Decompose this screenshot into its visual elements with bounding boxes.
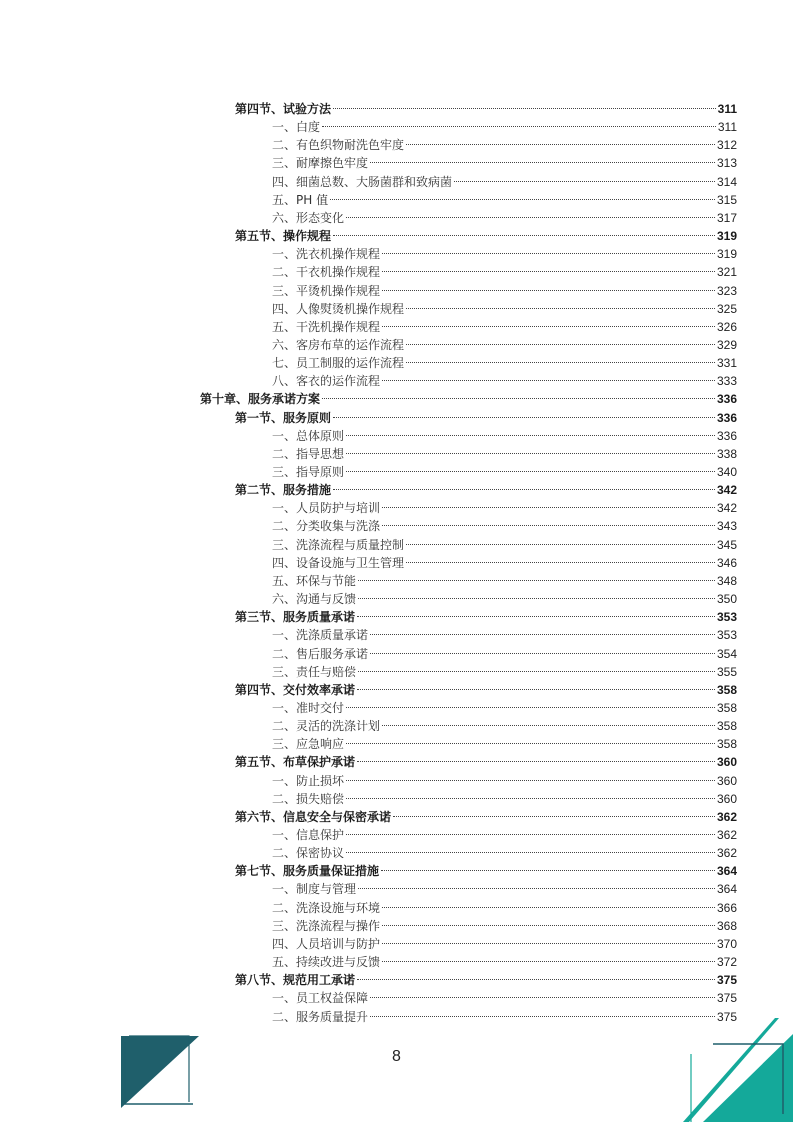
dot-leader [357, 966, 715, 984]
toc-item-row[interactable] [272, 767, 737, 788]
toc-page-number: 358 [716, 682, 737, 697]
decorative-corner-left [117, 1032, 199, 1108]
dot-leader [358, 658, 715, 676]
toc-item-row[interactable] [272, 694, 737, 715]
toc-entry-title: 三、洗涤流程与操作 [272, 918, 381, 933]
toc-item-row[interactable] [272, 585, 737, 607]
toc-page-number: 372 [716, 955, 737, 970]
dot-leader [370, 984, 715, 1002]
toc-entry-title: 三、应急响应 [272, 737, 345, 752]
toc-item-row[interactable] [272, 658, 737, 679]
toc-entry-title: 二、洗涤设施与环境 [272, 900, 381, 915]
toc-page-number: 358 [716, 700, 737, 715]
toc-entry-title: 一、洗涤质量承诺 [272, 628, 369, 643]
dot-leader [346, 730, 715, 748]
toc-page-number: 333 [716, 374, 737, 389]
toc-section-row[interactable] [235, 676, 737, 697]
toc-page-number: 311 [717, 120, 737, 135]
dot-leader [357, 676, 715, 694]
toc-page-number: 360 [716, 773, 737, 788]
toc-section-row[interactable] [235, 222, 737, 244]
toc-item-row[interactable] [272, 785, 737, 806]
toc-entry-title: 四、细菌总数、大肠菌群和致病菌 [272, 174, 453, 189]
decorative-corner-right [683, 1014, 793, 1122]
toc-entry-title: 一、人员防护与培训 [272, 501, 381, 516]
toc-page-number: 368 [716, 918, 737, 933]
toc-page-number: 325 [716, 301, 737, 316]
dot-leader [357, 603, 715, 621]
toc-page-number: 375 [716, 991, 737, 1006]
toc-page-number: 321 [716, 265, 737, 280]
toc-page-number: 358 [716, 719, 737, 734]
dot-leader [382, 894, 715, 912]
dot-leader [346, 821, 715, 839]
toc-entry-title: 二、损失赔偿 [272, 791, 345, 806]
toc-item-row[interactable] [272, 258, 737, 280]
toc-entry-title: 三、洗涤流程与质量控制 [272, 537, 405, 552]
toc-page-number: 319 [716, 229, 737, 244]
dot-leader [357, 748, 715, 766]
dot-leader [346, 458, 715, 476]
toc-page-number: 326 [716, 319, 737, 334]
toc-item-row[interactable] [272, 186, 737, 207]
dot-leader [406, 131, 715, 149]
toc-page-number: 314 [716, 174, 737, 189]
toc-page-number: 343 [716, 519, 737, 534]
dot-leader [346, 767, 715, 785]
toc-entry-title: 第六节、信息安全与保密承诺 [235, 809, 392, 824]
toc-entry-title: 二、售后服务承诺 [272, 646, 369, 661]
dot-leader [382, 494, 715, 512]
toc-section-row[interactable] [235, 748, 737, 770]
dot-leader [382, 258, 715, 276]
dot-leader [358, 567, 715, 585]
toc-entry-title: 一、准时交付 [272, 700, 345, 715]
toc-entry-title: 第二节、服务措施 [235, 483, 332, 498]
toc-item-row[interactable] [272, 204, 737, 225]
dot-leader [382, 277, 715, 295]
dot-leader [330, 186, 715, 204]
toc-entry-title: 五、干洗机操作规程 [272, 319, 381, 334]
toc-page-number: 331 [716, 356, 737, 371]
toc-item-row[interactable] [272, 440, 737, 461]
dot-leader [406, 549, 715, 567]
toc-page-number: 353 [716, 628, 737, 643]
dot-leader [358, 585, 715, 603]
dot-leader [333, 404, 715, 422]
toc-section-row[interactable] [235, 966, 737, 988]
toc-item-row[interactable] [272, 821, 737, 842]
toc-page-number: 364 [716, 864, 737, 879]
toc-item-row[interactable] [272, 839, 737, 861]
toc-page-number: 340 [716, 465, 737, 479]
dot-leader [346, 204, 715, 222]
dot-leader [382, 712, 715, 730]
toc-page-number: 336 [716, 428, 737, 443]
toc-entry-title: 第五节、操作规程 [235, 229, 332, 244]
toc-page-number: 354 [716, 646, 737, 661]
toc-page-number: 338 [716, 446, 737, 461]
dot-leader [382, 512, 715, 530]
toc-item-row[interactable] [272, 331, 737, 352]
dot-leader [382, 912, 715, 930]
toc-item-row[interactable] [272, 149, 737, 171]
toc-item-row[interactable] [272, 875, 737, 897]
toc-entry-title: 二、干衣机操作规程 [272, 265, 381, 280]
dot-leader [322, 385, 715, 403]
toc-item-row[interactable] [272, 422, 737, 443]
dot-leader [370, 149, 715, 167]
toc-entry-title: 三、平烫机操作规程 [272, 283, 381, 298]
toc-page-number: 319 [716, 247, 737, 262]
dot-leader [382, 240, 715, 258]
toc-page-number: 323 [716, 283, 737, 298]
toc-page-number: 360 [716, 755, 737, 770]
toc-item-row[interactable] [272, 295, 737, 316]
toc-entry-title: 四、人像熨烫机操作规程 [272, 301, 405, 316]
dot-leader [406, 531, 715, 549]
toc-page-number: 336 [716, 392, 737, 407]
toc-item-row[interactable] [272, 277, 737, 298]
dot-leader [382, 930, 715, 948]
dot-leader [406, 295, 715, 313]
dot-leader [346, 785, 715, 803]
toc-item-row[interactable] [272, 494, 737, 516]
dot-leader [406, 349, 715, 367]
toc-entry-title: 一、白度 [272, 120, 321, 135]
dot-leader [322, 113, 716, 131]
toc-entry-title: 二、指导思想 [272, 446, 345, 461]
toc-page-number: 362 [716, 828, 737, 842]
toc-page-number: 360 [716, 791, 737, 806]
toc-page-number: 348 [716, 573, 737, 588]
toc-item-row[interactable] [272, 168, 737, 189]
toc-item-row[interactable] [272, 567, 737, 588]
toc-page-number: 342 [716, 483, 737, 498]
toc-item-row[interactable] [272, 984, 737, 1006]
toc-chapter-row[interactable] [200, 385, 737, 407]
toc-entry-title: 三、指导原则 [272, 465, 345, 479]
toc-item-row[interactable] [272, 240, 737, 262]
toc-section-row[interactable] [235, 803, 737, 824]
dot-leader [454, 168, 715, 186]
toc-page-number: 375 [716, 1009, 737, 1024]
toc-item-row[interactable] [272, 930, 737, 951]
toc-entry-title: 五、PH 值 [272, 192, 329, 207]
toc-entry-title: 四、人员培训与防护 [272, 936, 381, 951]
toc-entry-title: 三、耐摩擦色牢度 [272, 156, 369, 171]
toc-item-row[interactable] [272, 948, 737, 970]
toc-entry-title: 一、洗衣机操作规程 [272, 247, 381, 262]
toc-entry-title: 第一节、服务原则 [235, 410, 332, 425]
toc-item-row[interactable] [272, 349, 737, 371]
toc-section-row[interactable] [235, 404, 737, 425]
toc-item-row[interactable] [272, 1003, 737, 1024]
toc-item-row[interactable] [272, 512, 737, 534]
toc-entry-title: 二、服务质量提升 [272, 1009, 369, 1024]
toc-entry-title: 八、客衣的运作流程 [272, 374, 381, 389]
toc-item-row[interactable] [272, 367, 737, 389]
toc-page-number: 311 [717, 102, 737, 116]
toc-entry-title: 第八节、规范用工承诺 [235, 973, 356, 988]
toc-section-row[interactable] [235, 603, 737, 625]
toc-entry-title: 六、形态变化 [272, 210, 345, 225]
toc-page-number: 329 [716, 337, 737, 352]
toc-item-row[interactable] [272, 131, 737, 153]
toc-entry-title: 三、责任与赔偿 [272, 664, 357, 679]
toc-item-row[interactable] [272, 712, 737, 734]
dot-leader [370, 640, 715, 658]
toc-page-number: 364 [716, 882, 737, 897]
toc-item-row[interactable] [272, 549, 737, 570]
toc-entry-title: 一、制度与管理 [272, 882, 357, 897]
toc-item-row[interactable] [272, 640, 737, 661]
dot-leader [382, 313, 715, 331]
toc-page-number: 342 [716, 501, 737, 516]
toc-section-row[interactable] [235, 95, 737, 116]
toc-entry-title: 五、持续改进与反馈 [272, 955, 381, 970]
toc-page-number: 355 [716, 664, 737, 679]
toc-item-row[interactable] [272, 531, 737, 552]
dot-leader [333, 222, 715, 240]
toc-page-number: 366 [716, 900, 737, 915]
dot-leader [370, 621, 715, 639]
dot-leader [382, 367, 715, 385]
dot-leader [346, 839, 715, 857]
toc-entry-title: 七、员工制服的运作流程 [272, 356, 405, 371]
toc-page-number: 312 [716, 138, 737, 153]
toc-page-number: 375 [716, 973, 737, 988]
toc-page-number: 313 [716, 156, 737, 171]
toc-entry-title: 一、信息保护 [272, 828, 345, 842]
toc-entry-title: 第五节、布草保护承诺 [235, 755, 356, 770]
toc-page-number: 362 [716, 846, 737, 861]
dot-leader [333, 476, 715, 494]
toc-entry-title: 六、沟通与反馈 [272, 592, 357, 607]
toc-page-number: 317 [716, 210, 737, 225]
toc-item-row[interactable] [272, 458, 737, 479]
dot-leader [346, 694, 715, 712]
toc-entry-title: 四、设备设施与卫生管理 [272, 555, 405, 570]
toc-page-number: 350 [716, 592, 737, 607]
dot-leader [333, 95, 716, 113]
dot-leader [382, 948, 715, 966]
toc-entry-title: 第四节、交付效率承诺 [235, 682, 356, 697]
dot-leader [393, 803, 715, 821]
toc-page-number: 315 [716, 192, 737, 207]
toc-entry-title: 二、灵活的洗涤计划 [272, 719, 381, 734]
dot-leader [358, 875, 715, 893]
toc-item-row[interactable] [272, 912, 737, 933]
page-number: 8 [392, 1048, 401, 1065]
dot-leader [381, 857, 715, 875]
toc-item-row[interactable] [272, 894, 737, 915]
toc-entry-title: 第四节、试验方法 [235, 102, 332, 116]
toc-page-number: 370 [716, 936, 737, 951]
toc-page-number: 358 [716, 737, 737, 752]
toc-entry-title: 第七节、服务质量保证措施 [235, 864, 380, 879]
toc-section-row[interactable] [235, 857, 737, 879]
toc-entry-title: 五、环保与节能 [272, 573, 357, 588]
toc-page-number: 353 [716, 610, 737, 625]
toc-item-row[interactable] [272, 621, 737, 643]
toc-section-row[interactable] [235, 476, 737, 498]
toc-page-number: 362 [716, 809, 737, 824]
toc-entry-title: 一、员工权益保障 [272, 991, 369, 1006]
dot-leader [346, 422, 715, 440]
toc-entry-title: 一、总体原则 [272, 428, 345, 443]
dot-leader [406, 331, 715, 349]
toc-page-number: 346 [716, 555, 737, 570]
toc-entry-title: 二、分类收集与洗涤 [272, 519, 381, 534]
toc-entry-title: 第十章、服务承诺方案 [200, 392, 321, 407]
toc-page-number: 336 [716, 410, 737, 425]
toc-page-number: 345 [716, 537, 737, 552]
toc-entry-title: 二、保密协议 [272, 846, 345, 861]
toc-item-row[interactable] [272, 113, 737, 135]
dot-leader [346, 440, 715, 458]
toc-item-row[interactable] [272, 730, 737, 752]
toc-entry-title: 二、有色织物耐洗色牢度 [272, 138, 405, 153]
dot-leader [370, 1003, 715, 1021]
toc-entry-title: 六、客房布草的运作流程 [272, 337, 405, 352]
toc-item-row[interactable] [272, 313, 737, 334]
toc-entry-title: 第三节、服务质量承诺 [235, 610, 356, 625]
toc-entry-title: 一、防止损坏 [272, 773, 345, 788]
